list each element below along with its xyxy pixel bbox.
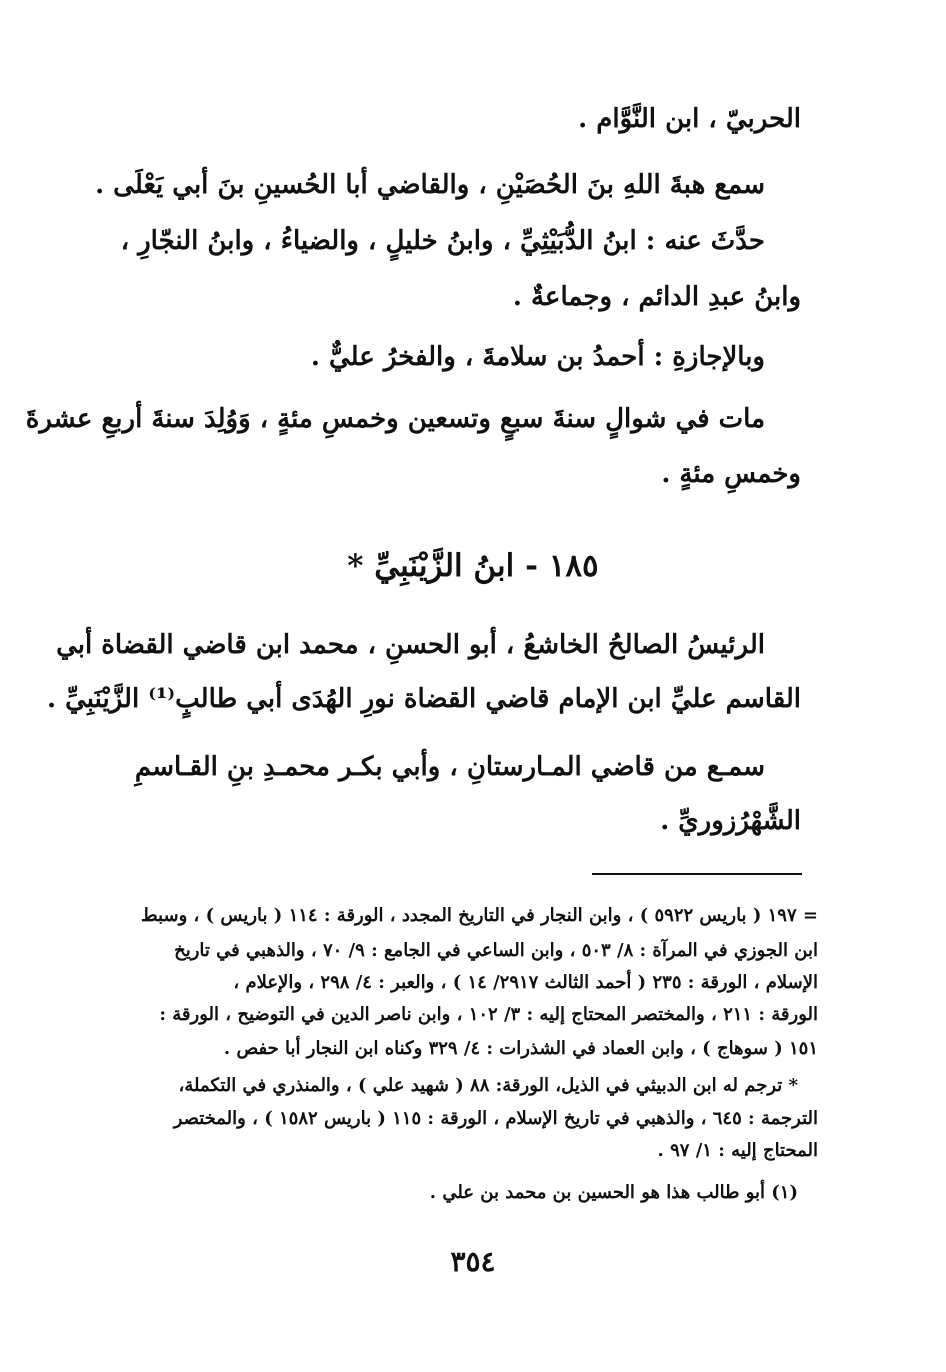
footnote-line: ابن الجوزي في المرآة : ٨/ ٥٠٣ ، وابن الساعي في الجامع : ٩/ ٧٠ ، والذهبي في تاريخ — [174, 940, 818, 961]
footnote-line: الترجمة : ٦٤٥ ، والذهبي في تاريخ الإسلام ، الورقة : ١١٥ ( باريس ١٥٨٢ ) ، والمختصر — [173, 1108, 818, 1129]
page-number: ٣٥٤ — [450, 1245, 496, 1278]
text-line: سمـع من قاضي المـارستانِ ، وأبي بكـر محمـدِ بنِ القـاسمِ — [134, 752, 765, 782]
entry-heading: ١٨٥ - ابنُ الزَّيْنَبِيِّ * — [347, 548, 599, 584]
footnote-line: = ١٩٧ ( باريس ٥٩٢٢ ) ، وابن النجار في التاريخ المجدد ، الورقة : ١١٤ ( باريس ) ، وسبط — [140, 905, 818, 926]
text-line: وخمسِ مئةٍ . — [661, 459, 801, 489]
footnote-line: الإسلام ، الورقة : ٢٣٥ ( أحمد الثالث ٢٩١٧/ ١٤ ) ، والعبر : ٤/ ٢٩٨ ، والإعلام ، — [233, 972, 818, 993]
footnote-line: المحتاج إليه : ١/ ٩٧ . — [657, 1140, 818, 1161]
text-line: الرئيسُ الصالحُ الخاشعُ ، أبو الحسنِ ، محمد ابن قاضي القضاة أبي — [56, 630, 765, 660]
text-line: الشَّهْرُزوريِّ . — [660, 806, 801, 836]
text-line: وابنُ عبدِ الدائم ، وجماعةٌ . — [512, 282, 801, 312]
text-line: الحربيّ ، ابن النَّوَّام . — [578, 104, 801, 134]
footnote-line: ١٥١ ( سوهاج ) ، وابن العماد في الشذرات : ٤/ ٣٢٩ وكناه ابن النجار أبا حفص . — [223, 1038, 818, 1059]
footnote-line: * ترجم له ابن الدبيثي في الذيل، الورقة: ٨٨ ( شهيد علي ) ، والمنذري في التكملة، — [178, 1075, 798, 1096]
footnote-line: الورقة : ٢١١ ، والمختصر المحتاج إليه : ٣/ ١٠٢ ، وابن ناصر الدين في التوضيح ، الورقة : — [159, 1004, 818, 1025]
footnote-divider — [592, 873, 802, 875]
text-line: القاسم عليِّ ابن الإمام قاضي القضاة نورِ الهُدَى أبي طالبٍ⁽¹⁾ الزَّيْنَبِيِّ . — [47, 684, 801, 714]
text-line: مات في شوالٍ سنةَ سبعٍ وتسعين وخمسِ مئةٍ ، وَوُلِدَ سنةَ أربعِ عشرةَ — [25, 404, 765, 434]
footnote-line: (١) أبو طالب هذا هو الحسين بن محمد بن علي . — [429, 1182, 798, 1203]
text-line: سمع هبةَ اللهِ بنَ الحُصَيْنِ ، والقاضي أبا الحُسينِ بنَ أبي يَعْلَى . — [95, 170, 765, 200]
text-line: وبالإجازةِ : أحمدُ بن سلامةَ ، والفخرُ عليٌّ . — [310, 342, 765, 372]
text-line: حدَّثَ عنه : ابنُ الدُّبَيْثِيِّ ، وابنُ خليلٍ ، والضياءُ ، وابنُ النجّارِ ، — [120, 226, 765, 256]
